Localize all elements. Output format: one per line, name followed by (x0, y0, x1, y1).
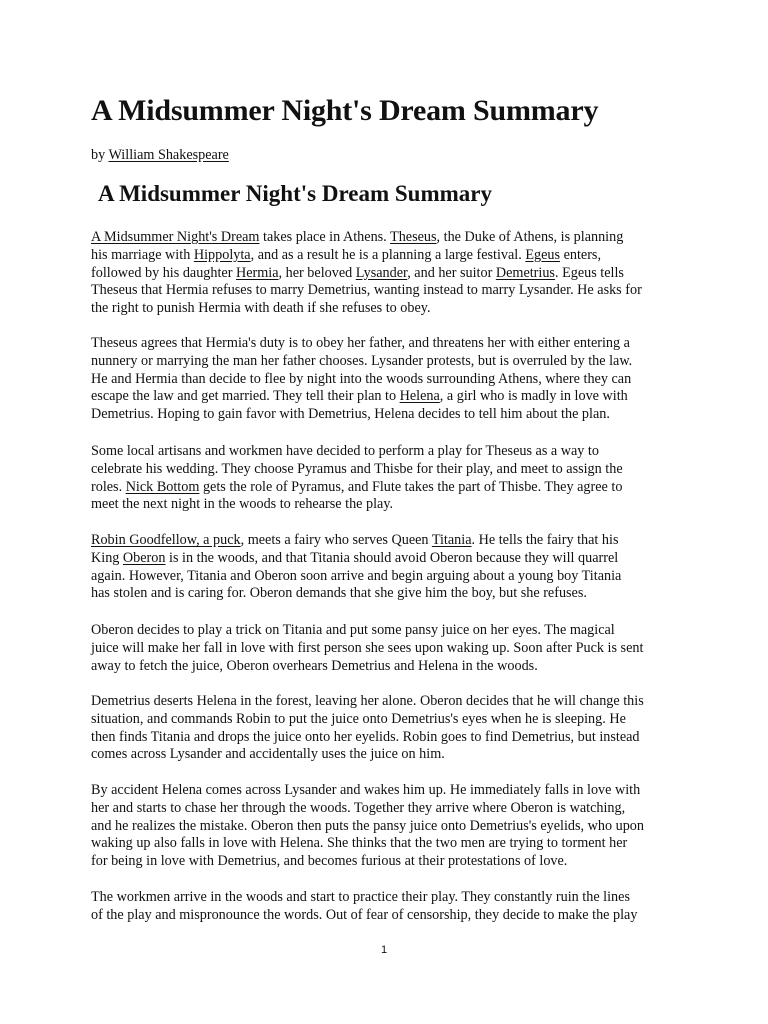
text-span: . Egeus tells Theseus that Hermia refuses to marry Demetrius, wanting instead to marry Lysander. He asks for the right to punish Hermia with death if she refuses to obey. (91, 264, 642, 317)
text-span: , her beloved (278, 264, 356, 281)
paragraph-3 (91, 443, 691, 514)
text-link[interactable]: Helena (399, 388, 440, 405)
text-link[interactable]: Demetrius (495, 264, 555, 281)
text-link[interactable]: Theseus (390, 229, 437, 245)
page-title: A Midsummer Night's Dream Summary (91, 94, 599, 127)
paragraph-6 (91, 693, 691, 764)
paragraph-8 (91, 889, 691, 925)
paragraph-5 (91, 622, 691, 675)
text-link[interactable]: Egeus (525, 246, 561, 263)
text-link[interactable]: Nick Bottom (125, 478, 200, 495)
section-title: A Midsummer Night's Dream Summary (98, 181, 492, 206)
text-span: Some local artisans and workmen have decided to perform a play for Theseus as a way to celebrate his wedding. They choose Pyramus and Thisbe for their play, and meet to assign the roles. (91, 443, 623, 495)
text-span: Oberon decides to play a trick on Titania and put some pansy juice on her eyes. The magical juice will make her fall in love with first person she sees upon waking up. Soon after Puck is sent away to fetch the juice, Oberon overhears Demetrius and Helena in the woods. (91, 622, 644, 674)
paragraph-7 (91, 782, 691, 871)
text-span: By accident Helena comes across Lysander and wakes him up. He immediately falls in love with her and starts to chase her through the woods. Together they arrive where Oberon is watching, and he realizes the mistake. Oberon then puts the pansy juice onto Demetrius's eyelids, who upon waking up also falls in love with Helena. She thinks that the two men are trying to torment her for being in love with Demetrius, and becomes furious at their protestations of love. (91, 782, 644, 870)
text-span: takes place in Athens. (259, 229, 391, 245)
text-span: , meets a fairy who serves Queen (240, 532, 432, 548)
text-span: , a girl who is madly in love with Demetrius. Hoping to gain favor with Demetrius, Helena decides to tell him about the plan. (91, 388, 628, 423)
text-link[interactable]: Hermia (236, 264, 279, 281)
text-link[interactable]: Titania (431, 532, 472, 548)
author-link[interactable]: William Shakespeare (108, 147, 229, 163)
text-link[interactable]: Oberon (122, 549, 166, 566)
text-span: The workmen arrive in the woods and start to practice their play. They constantly ruin the lines of the play and mispronounce the words. Out of fear of censorship, they decide to make the play (91, 889, 638, 923)
text-span: , the Duke of Athens, is planning his marriage with (91, 229, 624, 263)
text-span: gets the role of Pyramus, and Flute takes the part of Thisbe. They agree to meet the next night in the woods to rehearse the play. (91, 478, 623, 513)
text-link[interactable]: A Midsummer Night's Dream (91, 229, 260, 245)
text-span: . He tells the fairy that his King (91, 532, 619, 566)
text-span: is in the woods, and that Titania should avoid Oberon because they will quarrel again. However, Titania and Oberon soon arrive and begin arguing about a young boy Titania has stolen and is caring for. Oberon demands that she give him the boy, but she refuses. (91, 549, 622, 602)
paragraph-2 (91, 335, 691, 424)
text-link[interactable]: Lysander (355, 264, 408, 281)
paragraph-4 (91, 532, 691, 603)
page-number: 1 (380, 944, 388, 956)
text-span: Demetrius deserts Helena in the forest, leaving her alone. Oberon decides that he will change this situation, and commands Robin to put the juice onto Demetrius's eyes when he is sleeping. He then finds Titania and drops the juice onto her eyelids. Robin goes to find Demetrius, but instead comes across Lysander and accidentally uses the juice on him. (91, 693, 644, 763)
text-span: enters, followed by his daughter (91, 246, 601, 281)
text-link[interactable]: Hippolyta (193, 246, 251, 263)
text-span: , and her suitor (407, 264, 496, 281)
byline (91, 147, 229, 164)
text-span: Theseus agrees that Hermia's duty is to obey her father, and threatens her with either entering a nunnery or marrying the man her father chooses. Lysander protests, but is overruled by the law. He and Hermia than decide to flee by night into the woods surrounding Athens, where they can escape the law and get married. They tell their plan to (91, 335, 633, 405)
paragraph-1 (91, 229, 691, 318)
text-span: , and as a result he is a planning a large festival. (250, 246, 526, 263)
text-link[interactable]: Robin Goodfellow, a puck (91, 532, 241, 548)
byline-prefix: by (91, 147, 109, 163)
